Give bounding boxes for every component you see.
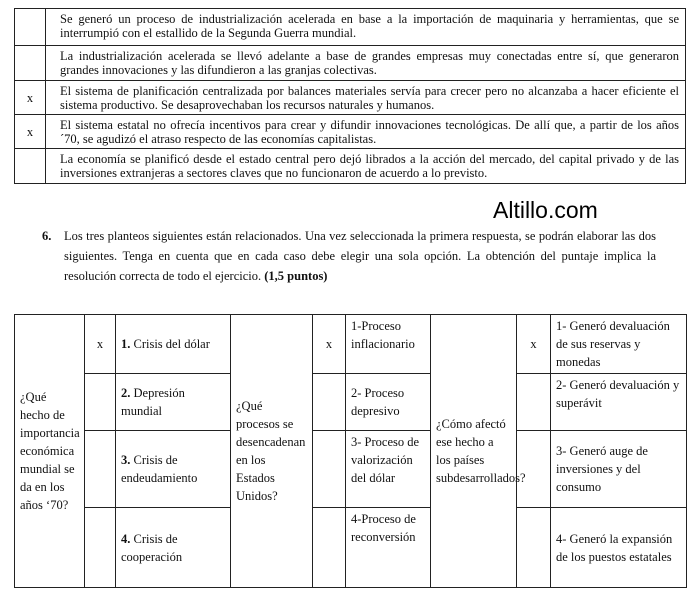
question-1-cell	[15, 315, 85, 588]
table-row	[15, 81, 686, 115]
col1-option-1[interactable]	[116, 315, 231, 374]
col2-option-1[interactable]: 1-Proceso inflacionario	[346, 315, 431, 374]
table-row	[15, 508, 687, 588]
statement-text: La economía se planificó desde el estado central pero dejó librados a la acción del mercado, del capital privado y de las inversiones extranjeras a sectores claves que no funcionaron de acuerdo a lo previsto.	[46, 149, 686, 184]
table-row	[15, 46, 686, 81]
col2-mark-4[interactable]	[313, 508, 346, 588]
col1-option-2[interactable]	[116, 374, 231, 431]
col2-option-2[interactable]: 2- Proceso depresivo	[346, 374, 431, 431]
selection-mark[interactable]: x	[15, 81, 46, 115]
question-2-text: ¿Qué procesos se desencadenan en los Estados Unidos?	[236, 399, 306, 503]
table-row	[15, 115, 686, 149]
col1-option-3[interactable]	[116, 431, 231, 508]
table-row	[15, 315, 687, 374]
statements-table	[14, 8, 686, 184]
col2-option-3[interactable]: 3- Proceso de valorización del dólar	[346, 431, 431, 508]
question-points: (1,5 puntos)	[264, 269, 328, 283]
statement-text: Se generó un proceso de industrialización acelerada en base a la importación de maquinaria y herramientas, que se interrumpió con el estallido de la Segunda Guerra mundial.	[46, 9, 686, 46]
table-row	[15, 431, 687, 508]
col1-mark-1[interactable]: x	[85, 315, 116, 374]
watermark-text: Altillo.com	[493, 197, 598, 223]
option-number: 1.	[121, 337, 131, 351]
question-3-cell	[431, 315, 526, 588]
statement-text: El sistema estatal no ofrecía incentivos para crear y difundir innovaciones tecnológicas. De allí que, a partir de los años ´70, se agudizó el atraso respecto de las economías capitalistas.	[46, 115, 686, 149]
table-row	[15, 149, 686, 184]
table-row	[15, 374, 687, 431]
question-1-text: ¿Qué hecho de importancia económica mundial se da en los años ‘70?	[20, 390, 80, 512]
statement-text: La industrialización acelerada se llevó adelante a base de grandes empresas muy conectadas entre sí, que generaron grandes innovaciones y las difundieron a las granjas colectivas.	[46, 46, 686, 81]
col3-mark-2[interactable]	[517, 374, 551, 431]
col3-option-3[interactable]: 3- Generó auge de inversiones y del consumo	[551, 431, 687, 508]
col1-mark-4[interactable]	[85, 508, 116, 588]
question-text: Los tres planteos siguientes están relacionados. Una vez seleccionada la primera respuesta, se podrán elaborar las dos siguientes. Tenga en cuenta que en cada caso debe elegir una sola opción. La obtención del puntaje implica la resolución correcta de todo el ejercicio.	[64, 229, 656, 283]
col2-mark-1[interactable]: x	[313, 315, 346, 374]
selection-mark[interactable]: x	[15, 115, 46, 149]
option-label: Crisis de endeudamiento	[121, 453, 198, 485]
question-number: 6.	[42, 229, 52, 243]
col3-option-4[interactable]: 4- Generó la expansión de los puestos estatales	[551, 508, 687, 588]
selection-mark[interactable]	[15, 149, 46, 184]
question-6	[42, 226, 656, 286]
col1-option-4[interactable]	[116, 508, 231, 588]
option-label: Crisis de cooperación	[121, 531, 183, 564]
col2-mark-3[interactable]	[313, 431, 346, 508]
col3-option-1[interactable]: 1- Generó devaluación de sus reservas y monedas	[551, 315, 687, 374]
col1-mark-3[interactable]	[85, 431, 116, 508]
question-3-text: ¿Cómo afectó ese hecho a los países subdesarrollados?	[436, 417, 526, 485]
option-label: Depresión mundial	[121, 386, 185, 418]
option-number: 4.	[121, 531, 131, 546]
statement-text: El sistema de planificación centralizada por balances materiales servía para crecer pero no alcanzaba a hacer eficiente el sistema productivo. Se desaprovechaban los recursos naturales y humanos.	[46, 81, 686, 115]
col1-mark-2[interactable]	[85, 374, 116, 431]
question-2-cell	[231, 315, 313, 588]
table-row	[15, 9, 686, 46]
selection-mark[interactable]	[15, 46, 46, 81]
answer-grid	[14, 314, 687, 588]
option-label: Crisis del dólar	[133, 337, 210, 351]
col3-mark-1[interactable]: x	[517, 315, 551, 374]
col2-mark-2[interactable]	[313, 374, 346, 431]
selection-mark[interactable]	[15, 9, 46, 46]
col3-option-2[interactable]: 2- Generó devaluación y superávit	[551, 374, 687, 431]
option-number: 2.	[121, 386, 131, 400]
col3-mark-4[interactable]	[517, 508, 551, 588]
col2-option-4[interactable]: 4-Proceso de reconversión	[346, 508, 431, 588]
option-number: 3.	[121, 453, 131, 467]
